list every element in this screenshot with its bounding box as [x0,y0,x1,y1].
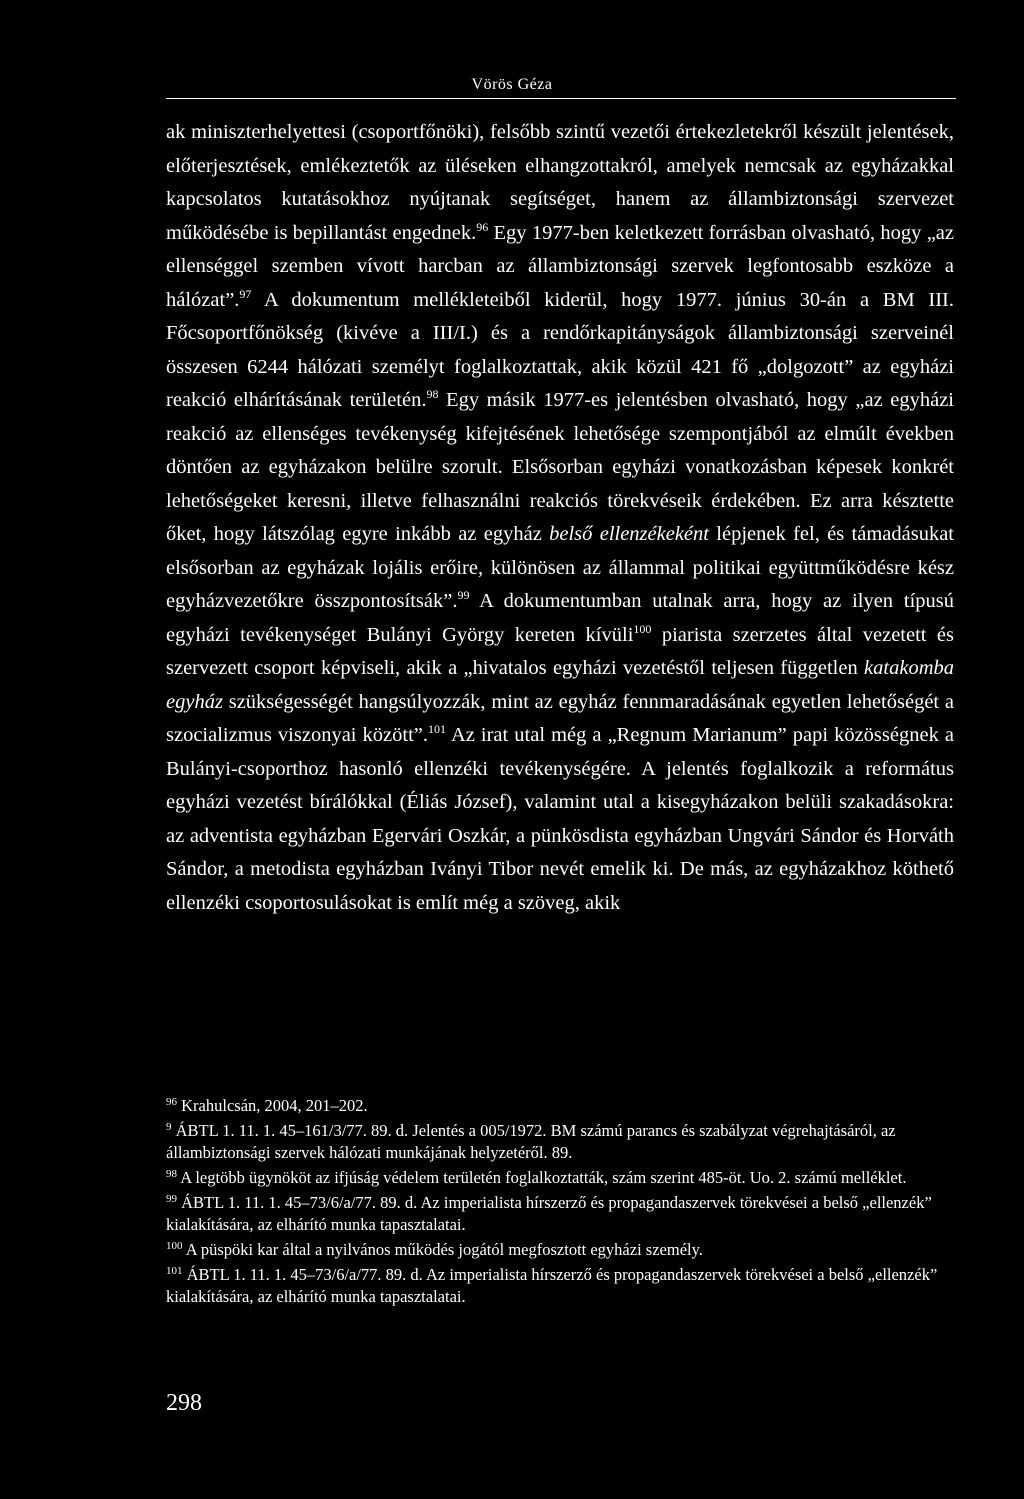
footnote-ref: 101 [428,722,447,736]
footnote-mark: 96 [166,1096,177,1108]
text-run: ak miniszterhelyettesi (csoportfőnöki), felsőbb szintű vezetői értekezletekről készült jelentések, előterjesztések, emlékeztetők az üléseken elhangzottakról, amelyek nemcsak az egyházakkal kapcsolatos kutatásokhoz nyújtanak segítséget, hanem az állambiztonsági szervezet működésébe is bepillantást engednek. [166,121,954,244]
page-number: 298 [166,1390,202,1416]
text-run: Egy másik 1977-es jelentésben olvasható, hogy „az egyházi reakció az ellenséges tevékenység kifejtésének lehetősége szempontjából az elmúlt években döntően az egyházakon belülre szorult. Elsősorban egyházi vonatkozásban képesek konkrét lehetőségeket keresni, illetve felhasználni reakciós törekvéseik érdekében. Ez arra késztette őket, hogy látszólag egyre inkább az egyház [166,389,954,545]
main-text [166,116,954,920]
text-run: szükségességét hangsúlyozzák, mint az egyház fennmaradásának egyetlen lehetőségét a szocializmus viszonyai között”. [166,690,954,746]
footnote-text: ÁBTL 1. 11. 1. 45–73/6/a/77. 89. d. Az imperialista hírszerző és propagandaszervek törekvései a belső „ellenzék” kialakítására, az elhárító munka tapasztalatai. [166,1265,938,1306]
footnote [166,1239,954,1261]
footnote-mark: 100 [166,1240,183,1252]
footnote-mark: 101 [166,1265,183,1277]
text-run: Az irat utal még a „Regnum Marianum” papi közösségnek a Bulányi-csoporthoz hasonló ellenzéki tevékenységére. A jelentés foglalkozik a református egyházi vezetést bírálókkal (Éliás József), valamint utal a kisegyházakon belüli szakadásokra: az adventista egyházban Egervári Oszkár, a pünkösdista egyházban Ungvári Sándor és Horváth Sándor, a metodista egyházban Iványi Tibor nevét emelik ki. De más, az egyházakhoz köthető ellenzéki csoportosulásokat is említ még a szöveg, akik [166,724,954,914]
text-run: A dokumentumban utalnak arra, hogy az ilyen típusú egyházi tevékenységet Bulányi György kereten kívüli [166,590,955,646]
footnote-ref: 98 [426,387,439,401]
italic-phrase: belső ellenzékeként [549,523,709,545]
footnote-ref: 100 [633,621,652,636]
header-rule [166,98,956,99]
text-run: Egy 1977-ben keletkezett forrásban olvasható, hogy „az ellenséggel szemben vívott harcban az állambiztonsági szervek legfontosabb eszköze a hálózat”. [166,221,954,311]
footnote [166,1264,954,1308]
footnote-text: A püspöki kar által a nyilvános működés jogától megfosztott egyházi személy. [182,1240,703,1259]
footnote-mark: 98 [166,1168,177,1180]
text-run: A dokumentum mellékleteiből kiderül, hogy 1977. június 30-án a BM III. Főcsoportfőnökség (kivéve a III/I.) és a rendőrkapitányságok állambiztonsági szerveinél összesen 6244 hálózati személyt foglalkoztattak, akik közül 421 fő „dolgozott” az egyházi reakció elhárításának területén. [166,288,954,411]
footnote-ref: 96 [476,219,489,234]
italic-phrase: katakomba egyház [166,657,954,713]
footnotes [166,1095,954,1311]
footnote [166,1120,954,1164]
footnote [166,1192,954,1236]
footnote-text: ÁBTL 1. 11. 1. 45–161/3/77. 89. d. Jelentés a 005/1972. BM számú parancs és szabályzat végrehajtásáról, az állambiztonsági szervek hálózati munkájának helyzetéről. 89. [166,1121,896,1162]
body-paragraph [166,116,954,920]
footnote-ref: 99 [457,588,470,602]
footnote-mark: 9 [166,1121,172,1133]
running-header: Vörös Géza [471,76,553,93]
footnote-mark: 99 [166,1193,177,1205]
footnote-text: Krahulcsán, 2004, 201–202. [177,1096,368,1115]
footnote [166,1095,954,1117]
footnote-ref: 97 [239,286,252,301]
text-run: lépjenek fel, és támadásukat elsősorban az egyházak lojális erőire, különösen az állammal politikai együttműködésre kész egyházvezetőkre összpontosítsák”. [166,523,955,612]
text-run: piarista szerzetes által vezetett és szervezett csoport képviseli, akik a „hivatalos egyházi vezetéstől teljesen független [166,623,954,679]
footnote-text: A legtöbb ügynököt az ifjúság védelem területén foglalkoztatták, szám szerint 485-öt. Uo. 2. számú melléklet. [177,1168,907,1187]
footnote-text: ÁBTL 1. 11. 1. 45–73/6/a/77. 89. d. Az imperialista hírszerző és propagandaszervek törekvései a belső „ellenzék” kialakítására, az elhárító munka tapasztalatai. [166,1193,932,1234]
footnote [166,1167,954,1189]
